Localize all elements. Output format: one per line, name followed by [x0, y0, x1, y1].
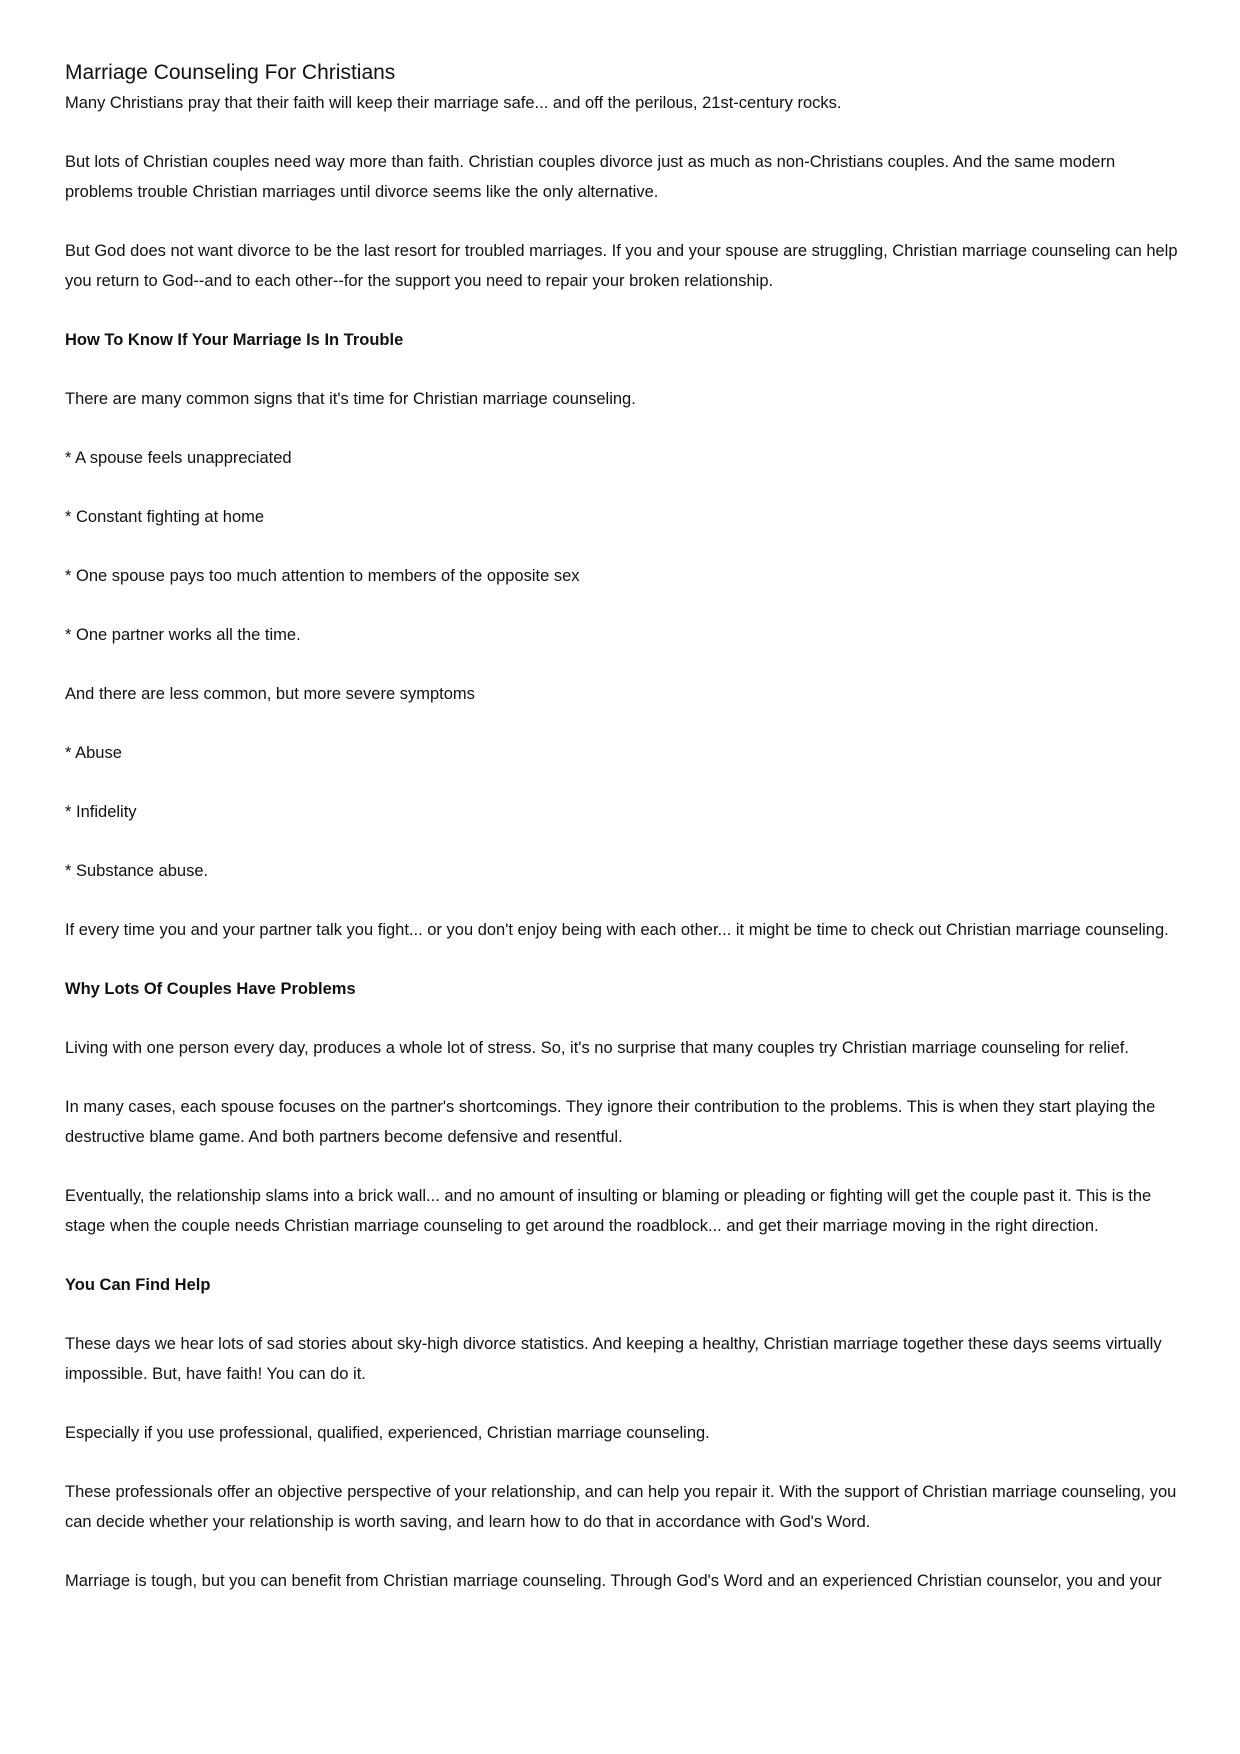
paragraph-4: And there are less common, but more severe symptoms: [65, 685, 475, 703]
list-item: * Substance abuse.: [65, 862, 209, 880]
paragraph-9: These days we hear lots of sad stories about sky-high divorce statistics. And keeping a healthy, Christian marriage together these days seems virtually impossible. But, have faith! You can do it.: [65, 1335, 1162, 1383]
section-heading-help: You Can Find Help: [65, 1276, 211, 1294]
list-item: * One spouse pays too much attention to members of the opposite sex: [65, 567, 580, 585]
section-heading-problems: Why Lots Of Couples Have Problems: [65, 980, 356, 998]
intro-paragraph: Many Christians pray that their faith will keep their marriage safe... and off the perilous, 21st-century rocks.: [65, 94, 842, 112]
paragraph-2: But God does not want divorce to be the last resort for troubled marriages. If you and your spouse are struggling, Christian marriage counseling can help you return to God--and to each other--for the support you need to repair your broken relationship.: [65, 242, 1178, 290]
paragraph-1: But lots of Christian couples need way more than faith. Christian couples divorce just as much as non-Christians couples. And the same modern problems trouble Christian marriages until divorce seems like the only alternative.: [65, 153, 1116, 201]
paragraph-5: If every time you and your partner talk you fight... or you don't enjoy being with each other... it might be time to check out Christian marriage counseling.: [65, 921, 1169, 939]
paragraph-12: Marriage is tough, but you can benefit from Christian marriage counseling. Through God's Word and an experienced Christian counselor, you and your: [65, 1572, 1162, 1590]
list-item: * Constant fighting at home: [65, 508, 265, 526]
list-item: * One partner works all the time.: [65, 626, 301, 644]
paragraph-11: These professionals offer an objective perspective of your relationship, and can help you repair it. With the support of Christian marriage counseling, you can decide whether your relationship is worth saving, and learn how to do that in accordance with God's Word.: [65, 1483, 1177, 1531]
paragraph-8: Eventually, the relationship slams into a brick wall... and no amount of insulting or blaming or pleading or fighting will get the couple past it. This is the stage when the couple needs Christian marriage counseling to get around the roadblock... and get their marriage moving in the right direction.: [65, 1187, 1152, 1235]
paragraph-6: Living with one person every day, produces a whole lot of stress. So, it's no surprise that many couples try Christian marriage counseling for relief.: [65, 1039, 1129, 1057]
paragraph-10: Especially if you use professional, qualified, experienced, Christian marriage counseling.: [65, 1424, 710, 1442]
document-page: [65, 58, 1185, 1596]
paragraph-7: In many cases, each spouse focuses on the partner's shortcomings. They ignore their contribution to the problems. This is when they start playing the destructive blame game. And both partners become defensive and resentful.: [65, 1098, 1156, 1146]
list-item: * A spouse feels unappreciated: [65, 449, 292, 467]
section-heading-trouble: How To Know If Your Marriage Is In Trouble: [65, 331, 404, 349]
document-title: Marriage Counseling For Christians: [65, 61, 396, 84]
paragraph-3: There are many common signs that it's time for Christian marriage counseling.: [65, 390, 636, 408]
list-item: * Infidelity: [65, 803, 137, 821]
list-item: * Abuse: [65, 744, 122, 762]
